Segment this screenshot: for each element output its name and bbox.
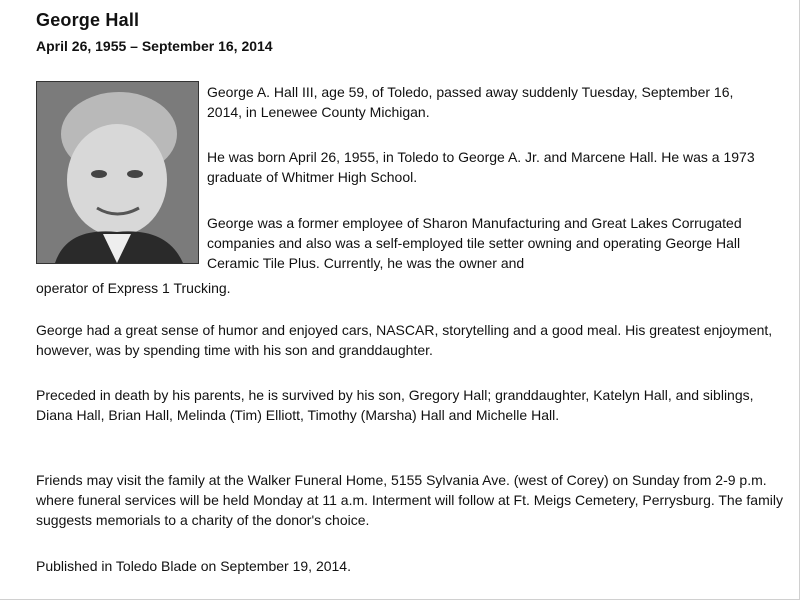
paragraph-interests: George had a great sense of humor and enjoyed cars, NASCAR, storytelling and a good meal. His greatest enjoyment, however, was by spending time with his son and granddaughter.	[36, 322, 773, 358]
paragraph-publication: Published in Toledo Blade on September 19, 2014.	[36, 558, 351, 574]
paragraph-career: George was a former employee of Sharon Manufacturing and Great Lakes Corrugated companies and also was a self-employed tile setter owning and operating George Hall Ceramic Tile Plus. Currently, he was the owner and	[207, 215, 742, 271]
paragraph-services: Friends may visit the family at the Walker Funeral Home, 5155 Sylvania Ave. (west of Corey) on Sunday from 2-9 p.m. where funeral services will be held Monday at 11 a.m. Interment will follow at Ft. Meigs Cemetery, Perrysburg. The family suggests memorials to a charity of the donor's choice.	[36, 472, 783, 528]
page-title: George Hall	[36, 10, 140, 30]
paragraph-career-continued: operator of Express 1 Trucking.	[36, 280, 231, 296]
portrait-photo	[36, 81, 199, 264]
life-dates: April 26, 1955 – September 16, 2014	[36, 38, 273, 54]
paragraph-survivors: Preceded in death by his parents, he is survived by his son, Gregory Hall; granddaughter, Katelyn Hall, and siblings, Diana Hall, Brian Hall, Melinda (Tim) Elliott, Timothy (Marsha) Hall and Michelle Hall.	[36, 387, 754, 423]
paragraph-birth: He was born April 26, 1955, in Toledo to George A. Jr. and Marcene Hall. He was a 1973 graduate of Whitmer High School.	[207, 149, 755, 185]
paragraph-intro: George A. Hall III, age 59, of Toledo, passed away suddenly Tuesday, September 16, 2014, in Lenewee County Michigan.	[207, 84, 734, 120]
portrait-illustration	[37, 82, 198, 263]
